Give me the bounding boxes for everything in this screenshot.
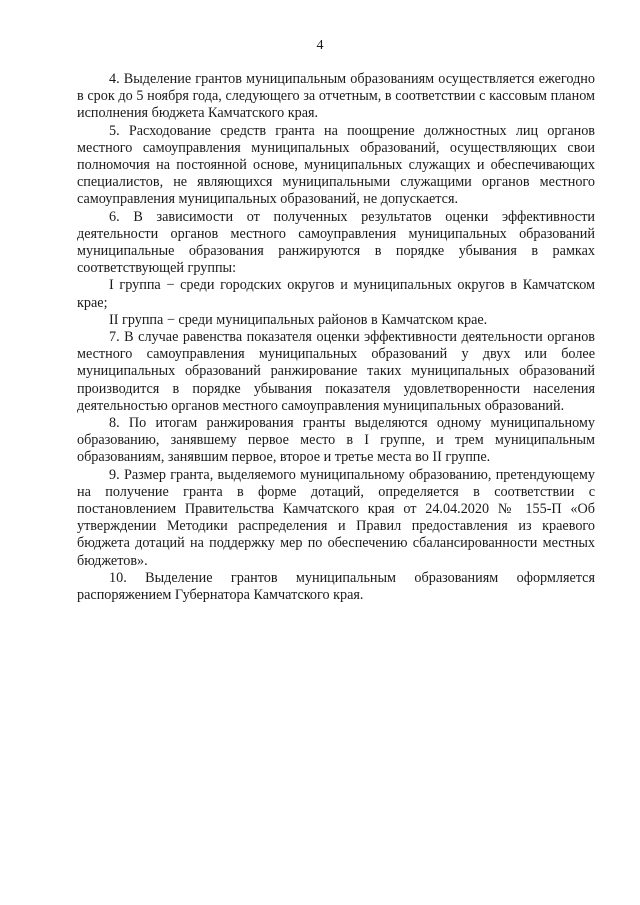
- group-2-item: II группа − среди муниципальных районов в Камчатском крае.: [109, 311, 488, 328]
- paragraph-9: 9. Размер гранта, выделяемого муниципальному образованию, претендующему на получение гранта в форме дотаций, определяется в соответствии с постановлением Правительства Камчатского края от 24.04.2020 № 155-П «Об утверждении Методики распределения и Правил предоставления из краевого бюджета дотаций на поддержку мер по обеспечению сбалансированности местных бюджетов».: [77, 466, 595, 569]
- paragraph-5: 5. Расходование средств гранта на поощрение должностных лиц органов местного самоуправления муниципальных образований, осуществляющих свои полномочия на постоянной основе, муниципальных служащих и обеспечивающих специалистов, не являющихся муниципальными служащими органов местного самоуправления муниципальных образований, не допускается.: [77, 122, 595, 208]
- paragraph-7: 7. В случае равенства показателя оценки эффективности деятельности органов местного самоуправления муниципальных образований у двух или более муниципальных образований ранжирование таких муниципальных образований производится в порядке убывания показателя удовлетворенности населения деятельностью органов местного самоуправления муниципальных образований.: [77, 329, 595, 414]
- paragraph-8: 8. По итогам ранжирования гранты выделяются одному муниципальному образованию, занявшему первое место в I группе, и трем муниципальным образованиям, занявшим первое, второе и третье места во II группе.: [77, 415, 595, 466]
- group-1-item: I группа − среди городских округов и муниципальных округов в Камчатском крае;: [77, 277, 595, 311]
- paragraph-10: 10. Выделение грантов муниципальным образованиям оформляется распоряжением Губернатора Камчатского края.: [77, 569, 595, 604]
- page-number: 4: [316, 38, 324, 53]
- paragraph-6: 6. В зависимости от полученных результатов оценки эффективности деятельности органов местного самоуправления муниципальных образований муниципальные образования ранжируются в порядке убывания в рамках соответствующей группы:: [77, 208, 595, 277]
- document-body: [77, 71, 595, 604]
- paragraph-4: 4. Выделение грантов муниципальным образованиям осуществляется ежегодно в срок до 5 ноября года, следующего за отчетным, в соответствии с кассовым планом исполнения бюджета Камчатского края.: [77, 71, 595, 122]
